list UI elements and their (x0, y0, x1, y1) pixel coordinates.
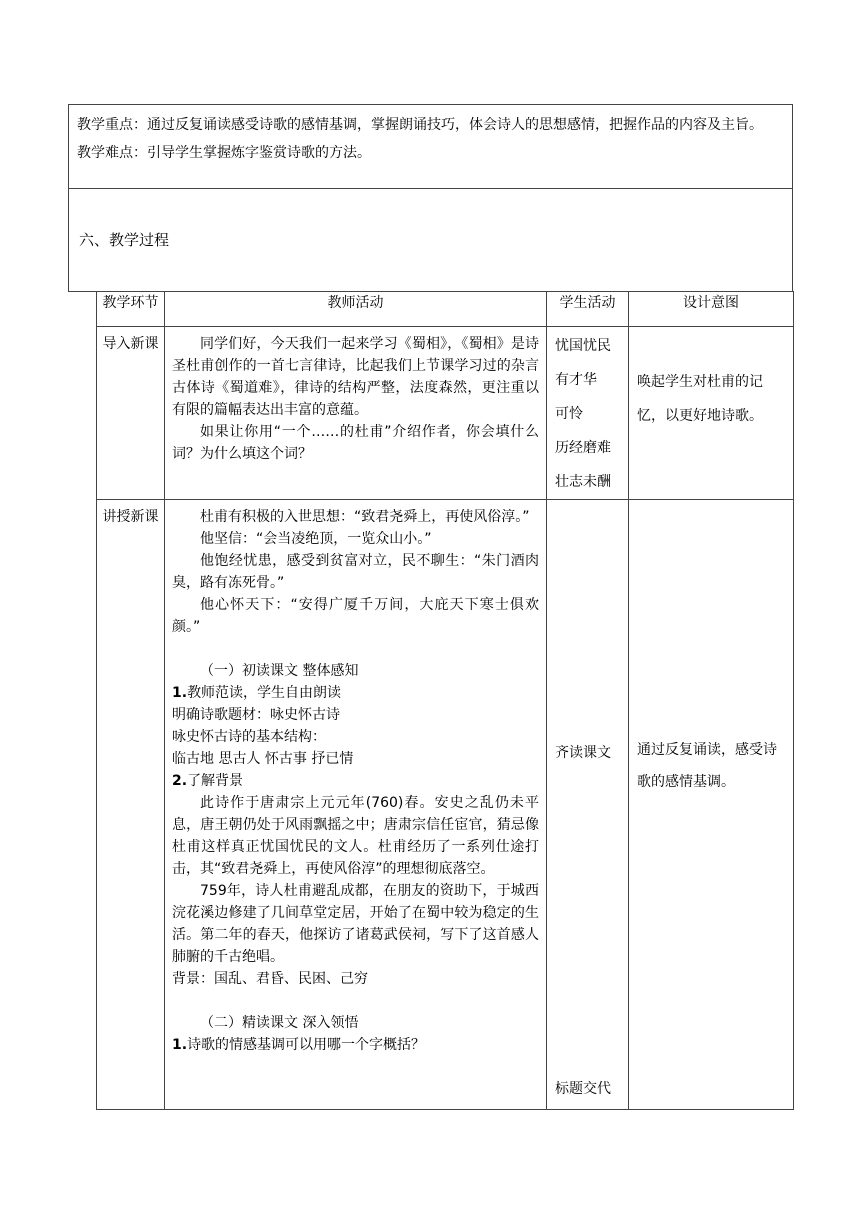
process-table (96, 291, 794, 1110)
student-item: 历经磨难 (555, 440, 611, 456)
key-point: 教学重点：通过反复诵读感受诗歌的感情基调，掌握朗诵技巧，体会诗人的思想感情，把握作品的内容及主旨。 (77, 117, 763, 133)
student-item: 壮志未酬 (555, 474, 611, 490)
text-line: 背景：国乱、君昏、民困、己穷 (172, 971, 368, 987)
text-line: 明确诗歌题材：咏史怀古诗 (172, 707, 340, 723)
teacher-paragraph: 他心怀天下：“安得广厦千万间，大庇天下寒士俱欢颜。” (172, 597, 539, 635)
intent-text: 通过反复诵读，感受诗歌的感情基调。 (637, 742, 777, 790)
sub-heading: （一）初读课文 整体感知 (200, 663, 359, 679)
table-row (97, 327, 794, 500)
section-box (68, 188, 793, 292)
text-line: 临古地 思古人 怀古事 抒已情 (172, 751, 354, 767)
stage-cell: 导入新课 (97, 327, 165, 500)
intent-cell (629, 500, 794, 1110)
teacher-cell (165, 500, 547, 1110)
student-item: 齐读课文 (555, 745, 611, 761)
student-cell (547, 500, 629, 1110)
student-item: 可怜 (555, 406, 583, 422)
intent-cell: 唤起学生对杜甫的记忆，以更好地诗歌。 (629, 327, 794, 500)
student-item: 有才华 (555, 372, 597, 388)
table-row (97, 500, 794, 1110)
teacher-paragraph: 他坚信：“会当凌绝顶，一览众山小。” (200, 531, 432, 547)
teacher-paragraph: 杜甫有积极的入世思想：“致君尧舜上，再使风俗淳。” (200, 509, 530, 525)
header-stage: 教学环节 (97, 292, 165, 327)
text-line: 咏史怀古诗的基本结构： (172, 729, 326, 745)
header-student: 学生活动 (547, 292, 629, 327)
section-title: 六、教学过程 (79, 231, 170, 249)
list-item: 1.诗歌的情感基调可以用哪一个字概括？ (172, 1037, 426, 1053)
teacher-paragraph: 他饱经忧患，感受到贫富对立，民不聊生：“朱门酒肉臭，路有冻死骨。” (172, 553, 539, 591)
student-cell (547, 327, 629, 500)
student-item: 标题交代 (555, 1081, 611, 1097)
teacher-paragraph: 如果让你用“一个……的杜甫”介绍作者，你会填什么词？为什么填这个词？ (172, 424, 539, 462)
sub-heading: （二）精读课文 深入领悟 (200, 1015, 359, 1031)
student-item: 忧国忧民 (555, 338, 611, 354)
list-item: 2.了解背景 (172, 773, 244, 789)
difficult-point: 教学难点：引导学生掌握炼字鉴赏诗歌的方法。 (77, 145, 371, 161)
header-intent: 设计意图 (629, 292, 794, 327)
background-paragraph: 759年，诗人杜甫避乱成都，在朋友的资助下，于城西浣花溪边修建了几间草堂定居，开始了在蜀中较为稳定的生活。第二年的春天，他探访了诸葛武侯祠，写下了这首感人肺腑的千古绝唱。 (172, 883, 539, 965)
background-paragraph: 此诗作于唐肃宗上元元年(760)春。安史之乱仍未平息，唐王朝仍处于风雨飘摇之中；唐肃宗信任宦官，猜忌像杜甫这样真正忧国忧民的文人。杜甫经历了一系列仕途打击，其“致君尧舜上，再使风俗淳”的理想彻底落空。 (172, 795, 539, 877)
teacher-cell (165, 327, 547, 500)
stage-cell: 讲授新课 (97, 500, 165, 1110)
header-teacher: 教师活动 (165, 292, 547, 327)
table-header-row (97, 292, 794, 327)
list-item: 1.教师范读，学生自由朗读 (172, 685, 342, 701)
key-points-box (68, 104, 793, 189)
teacher-paragraph: 同学们好，今天我们一起来学习《蜀相》，《蜀相》是诗圣杜甫创作的一首七言律诗，比起我们上节课学习过的杂言古体诗《蜀道难》，律诗的结构严整，法度森然，更注重以有限的篇幅表达出丰富的意蕴。 (172, 336, 539, 418)
